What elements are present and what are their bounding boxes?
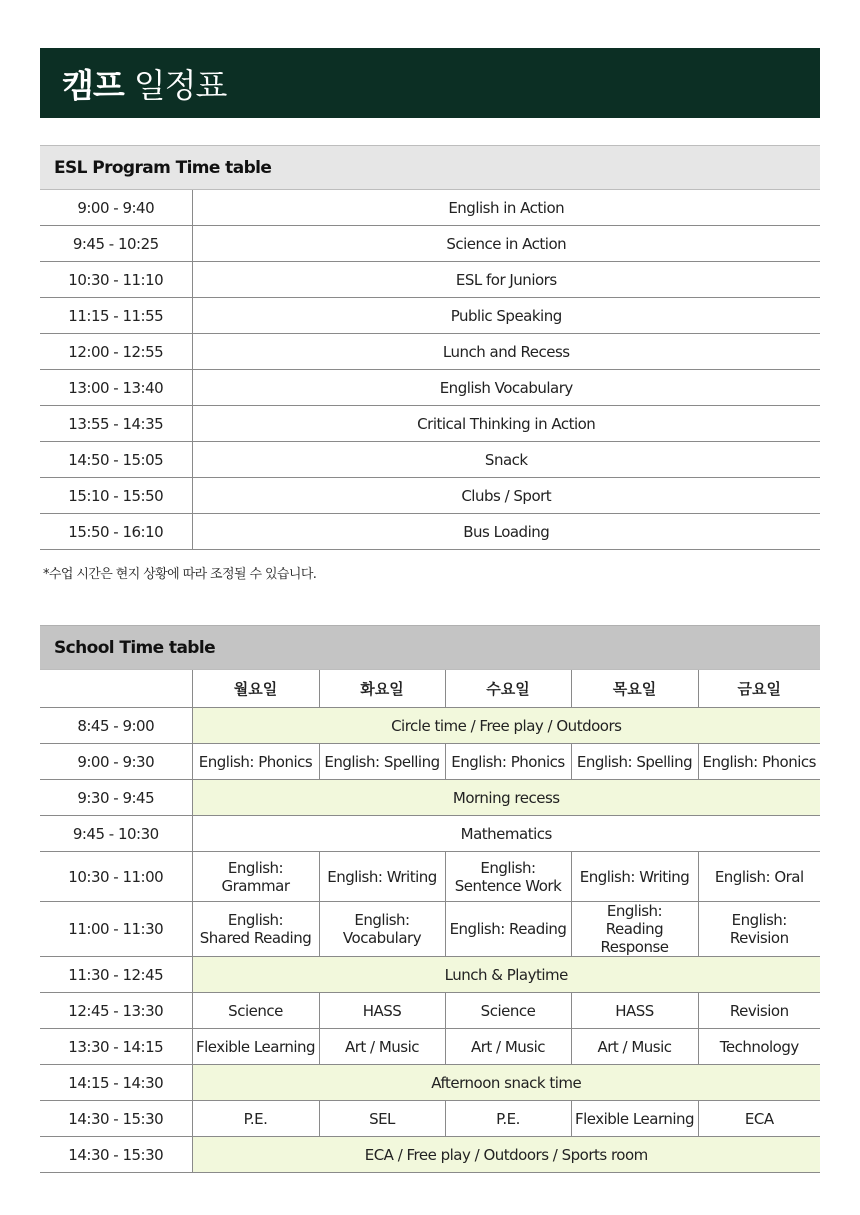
time-cell: 11:15 - 11:55 [40,298,192,334]
time-cell: 14:50 - 15:05 [40,442,192,478]
esl-row [40,442,820,478]
class-cell: English: Shared Reading [192,902,319,957]
class-cell: English: Spelling [571,744,698,780]
all-days-cell: Lunch & Playtime [192,957,820,993]
class-cell: Revision [698,993,820,1029]
school-row [40,1065,820,1101]
all-days-cell: Circle time / Free play / Outdoors [192,708,820,744]
esl-timetable [40,190,820,550]
esl-row [40,262,820,298]
class-cell: English: Writing [571,852,698,902]
day-header: 화요일 [319,670,445,708]
time-cell: 9:45 - 10:25 [40,226,192,262]
class-cell: HASS [571,993,698,1029]
all-days-cell: ECA / Free play / Outdoors / Sports room [192,1137,820,1173]
time-cell: 11:30 - 12:45 [40,957,192,993]
day-header: 금요일 [698,670,820,708]
class-cell: Flexible Learning [192,1029,319,1065]
activity-cell: Critical Thinking in Action [192,406,820,442]
class-cell: ECA [698,1101,820,1137]
class-cell: P.E. [445,1101,571,1137]
esl-row [40,370,820,406]
time-cell: 9:00 - 9:30 [40,744,192,780]
class-cell: Art / Music [445,1029,571,1065]
time-cell: 14:15 - 14:30 [40,1065,192,1101]
schedule-note: *수업 시간은 현지 상황에 따라 조정될 수 있습니다. [43,567,317,582]
school-row [40,957,820,993]
esl-row [40,190,820,226]
activity-cell: Bus Loading [192,514,820,550]
day-header: 목요일 [571,670,698,708]
activity-cell: English Vocabulary [192,370,820,406]
time-cell: 12:00 - 12:55 [40,334,192,370]
school-row [40,708,820,744]
day-header: 수요일 [445,670,571,708]
esl-row [40,298,820,334]
class-cell: English: Writing [319,852,445,902]
school-row [40,1029,820,1065]
time-cell: 13:30 - 14:15 [40,1029,192,1065]
school-row [40,1101,820,1137]
all-days-cell: Mathematics [192,816,820,852]
class-cell: English: Phonics [192,744,319,780]
school-row [40,744,820,780]
class-cell: Art / Music [571,1029,698,1065]
class-cell: P.E. [192,1101,319,1137]
esl-row [40,406,820,442]
class-cell: HASS [319,993,445,1029]
all-days-cell: Afternoon snack time [192,1065,820,1101]
activity-cell: Snack [192,442,820,478]
class-cell: English: Phonics [698,744,820,780]
activity-cell: Clubs / Sport [192,478,820,514]
class-cell: English: Phonics [445,744,571,780]
class-cell: English: Oral [698,852,820,902]
time-cell: 9:45 - 10:30 [40,816,192,852]
time-cell: 12:45 - 13:30 [40,993,192,1029]
activity-cell: Science in Action [192,226,820,262]
school-row [40,780,820,816]
class-cell: Art / Music [319,1029,445,1065]
school-row [40,1137,820,1173]
class-cell: Flexible Learning [571,1101,698,1137]
time-cell: 9:00 - 9:40 [40,190,192,226]
class-cell: Science [445,993,571,1029]
class-cell: SEL [319,1101,445,1137]
school-timetable [40,670,820,1173]
activity-cell: Lunch and Recess [192,334,820,370]
class-cell: English: Revision [698,902,820,957]
esl-row [40,514,820,550]
class-cell: English: Reading [445,902,571,957]
time-cell: 10:30 - 11:10 [40,262,192,298]
class-cell: Technology [698,1029,820,1065]
time-cell: 13:55 - 14:35 [40,406,192,442]
school-row [40,816,820,852]
time-cell: 14:30 - 15:30 [40,1101,192,1137]
class-cell: English: Reading Response [571,902,698,957]
time-cell: 14:30 - 15:30 [40,1137,192,1173]
class-cell: English: Grammar [192,852,319,902]
time-header-cell [40,670,192,708]
class-cell: English: Vocabulary [319,902,445,957]
class-cell: English: Spelling [319,744,445,780]
school-row [40,993,820,1029]
esl-row [40,478,820,514]
time-cell: 15:50 - 16:10 [40,514,192,550]
school-row [40,852,820,902]
page-title-light: 일정표 [133,65,227,105]
activity-cell: English in Action [192,190,820,226]
school-row [40,902,820,957]
activity-cell: Public Speaking [192,298,820,334]
all-days-cell: Morning recess [192,780,820,816]
esl-section-title: ESL Program Time table [40,145,820,190]
time-cell: 15:10 - 15:50 [40,478,192,514]
school-section-title: School Time table [40,625,820,670]
day-header: 월요일 [192,670,319,708]
esl-row [40,334,820,370]
time-cell: 8:45 - 9:00 [40,708,192,744]
esl-row [40,226,820,262]
time-cell: 13:00 - 13:40 [40,370,192,406]
time-cell: 10:30 - 11:00 [40,852,192,902]
page-title-bold: 캠프 [62,65,124,105]
class-cell: Science [192,993,319,1029]
time-cell: 11:00 - 11:30 [40,902,192,957]
class-cell: English: Sentence Work [445,852,571,902]
page-header [40,48,820,118]
time-cell: 9:30 - 9:45 [40,780,192,816]
activity-cell: ESL for Juniors [192,262,820,298]
